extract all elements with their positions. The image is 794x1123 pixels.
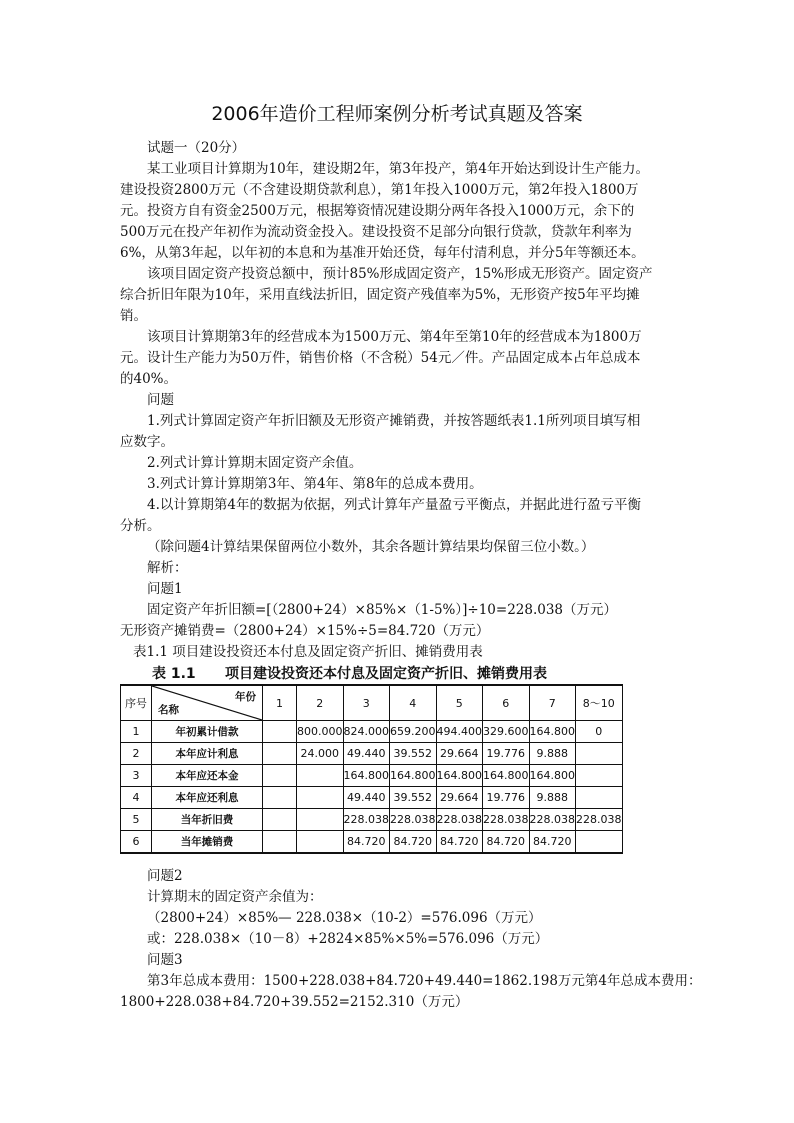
section-heading: 问题	[147, 392, 174, 408]
formula-line: 第3年总成本费用：1500+228.038+84.720+49.440=1862.198万元第4年总成本费用：	[147, 973, 702, 989]
repayment-table	[120, 684, 623, 854]
table-row	[121, 787, 623, 809]
cell: 19.776	[483, 787, 530, 809]
row-name: 本年应还利息	[152, 787, 263, 809]
row-name: 年初累计借款	[152, 721, 263, 743]
formula-line: 无形资产摊销费=（2800+24）×15%÷5=84.720（万元）	[120, 623, 490, 639]
body-text-line: 计算期末的固定资产余值为：	[147, 889, 323, 905]
cell: 329.600	[483, 721, 530, 743]
cell	[576, 787, 623, 809]
table-row	[121, 721, 623, 743]
row-no: 1	[121, 721, 152, 743]
row-name: 本年应计利息	[152, 743, 263, 765]
table-row	[121, 765, 623, 787]
cell	[263, 721, 297, 743]
cell: 84.720	[343, 831, 390, 854]
cell: 164.800	[529, 721, 576, 743]
row-no: 3	[121, 765, 152, 787]
table-row	[121, 809, 623, 831]
body-text-line: 建设投资2800万元（不含建设期贷款利息），第1年投入1000万元，第2年投入1800万	[120, 182, 639, 198]
cell: 164.800	[483, 765, 530, 787]
row-no: 4	[121, 787, 152, 809]
cell: 9.888	[529, 743, 576, 765]
year-header: 5	[436, 685, 483, 721]
body-text-line: 的40%。	[120, 371, 178, 387]
question-item: 2.列式计算计算期末固定资产余值。	[147, 455, 363, 471]
cell	[263, 831, 297, 854]
exam-question-heading: 试题一（20分）	[147, 140, 246, 156]
body-text-line: 元。设计生产能力为50万件，销售价格（不含税）54元／件。产品固定成本占年总成本	[120, 350, 641, 366]
header-name-label: 名称	[158, 704, 179, 716]
row-name: 当年摊销费	[152, 831, 263, 854]
year-header: 4	[390, 685, 437, 721]
cell: 0	[576, 721, 623, 743]
cell: 494.400	[436, 721, 483, 743]
body-text-line: 500万元在投产年初作为流动资金投入。建设投资不足部分向银行贷款，贷款年利率为	[120, 224, 632, 240]
table-caption-title: 项目建设投资还本付息及固定资产折旧、摊销费用表	[225, 666, 547, 682]
table-caption-number: 表 1.1	[152, 666, 196, 682]
year-header: 1	[263, 685, 297, 721]
cell	[297, 809, 344, 831]
row-no: 6	[121, 831, 152, 854]
question-item: 1.列式计算固定资产年折旧额及无形资产摊销费，并按答题纸表1.1所列项目填写相	[147, 413, 641, 429]
body-text-line: 该项目计算期第3年的经营成本为1500万元、第4年至第10年的经营成本为1800万	[147, 329, 642, 345]
cell: 49.440	[343, 787, 390, 809]
cell: 800.000	[297, 721, 344, 743]
year-header: 6	[483, 685, 530, 721]
header-diagonal-cell	[152, 685, 263, 721]
year-header: 8～10	[576, 685, 623, 721]
section-heading: 问题1	[147, 581, 183, 597]
formula-line: 或：228.038×（10－8）+2824×85%×5%=576.096（万元）	[147, 931, 549, 947]
question-item: 应数字。	[120, 434, 174, 450]
cell	[297, 765, 344, 787]
section-heading: 解析：	[147, 560, 188, 576]
formula-line: 1800+228.038+84.720+39.552=2152.310（万元）	[120, 994, 469, 1010]
cell: 39.552	[390, 743, 437, 765]
row-no: 2	[121, 743, 152, 765]
cell: 19.776	[483, 743, 530, 765]
cell: 29.664	[436, 787, 483, 809]
row-no: 5	[121, 809, 152, 831]
cell: 24.000	[297, 743, 344, 765]
cell: 164.800	[343, 765, 390, 787]
question-item: 4.以计算期第4年的数据为依据，列式计算年产量盈亏平衡点，并据此进行盈亏平衡	[147, 497, 641, 513]
cell: 228.038	[343, 809, 390, 831]
body-text-line: 6%，从第3年起，以年初的本息和为基准开始还贷，每年付清利息，并分5年等额还本。	[120, 245, 645, 261]
cell: 84.720	[436, 831, 483, 854]
cell: 228.038	[529, 809, 576, 831]
formula-line: （2800+24）×85%— 228.038×（10-2）=576.096（万元）	[147, 910, 542, 926]
row-name: 当年折旧费	[152, 809, 263, 831]
cell	[576, 743, 623, 765]
year-header: 3	[343, 685, 390, 721]
cell	[297, 831, 344, 854]
cell	[297, 787, 344, 809]
formula-line: 固定资产年折旧额=[（2800+24）×85%×（1-5%）]÷10=228.038（万元）	[147, 602, 618, 618]
cell	[263, 787, 297, 809]
year-header: 7	[529, 685, 576, 721]
rounding-note: （除问题4计算结果保留两位小数外，其余各题计算结果均保留三位小数。）	[147, 539, 595, 555]
body-text-line: 元。投资方自有资金2500万元，根据筹资情况建设期分两年各投入1000万元，余下的	[120, 203, 635, 219]
cell: 9.888	[529, 787, 576, 809]
row-name: 本年应还本金	[152, 765, 263, 787]
cell: 39.552	[390, 787, 437, 809]
cell: 49.440	[343, 743, 390, 765]
cell: 164.800	[390, 765, 437, 787]
table-header-row	[121, 685, 623, 721]
question-item: 3.列式计算计算期第3年、第4年、第8年的总成本费用。	[147, 476, 483, 492]
section-heading: 问题3	[147, 952, 183, 968]
document-title: 2006年造价工程师案例分析考试真题及答案	[211, 103, 583, 125]
cell: 84.720	[483, 831, 530, 854]
header-seq: 序号	[121, 685, 152, 721]
cell	[263, 809, 297, 831]
cell: 164.800	[529, 765, 576, 787]
body-text-line: 该项目固定资产投资总额中，预计85%形成固定资产，15%形成无形资产。固定资产	[147, 266, 653, 282]
cell	[576, 831, 623, 854]
cell: 824.000	[343, 721, 390, 743]
header-year-label: 年份	[235, 691, 256, 703]
cell: 228.038	[483, 809, 530, 831]
table-row	[121, 831, 623, 854]
cell: 228.038	[390, 809, 437, 831]
cell: 29.664	[436, 743, 483, 765]
question-item: 分析。	[120, 518, 161, 534]
cell: 659.200	[390, 721, 437, 743]
cell: 228.038	[436, 809, 483, 831]
body-text-line: 综合折旧年限为10年，采用直线法折旧，固定资产残值率为5%，无形资产按5年平均摊	[120, 287, 640, 303]
table-reference: 表1.1 项目建设投资还本付息及固定资产折旧、摊销费用表	[133, 644, 483, 660]
year-header: 2	[297, 685, 344, 721]
cell: 228.038	[576, 809, 623, 831]
cell: 84.720	[390, 831, 437, 854]
cell: 164.800	[436, 765, 483, 787]
section-heading: 问题2	[147, 868, 183, 884]
body-text-line: 某工业项目计算期为10年，建设期2年，第3年投产，第4年开始达到设计生产能力。	[147, 161, 649, 177]
body-text-line: 销。	[120, 308, 147, 324]
cell: 84.720	[529, 831, 576, 854]
cell	[576, 765, 623, 787]
cell	[263, 743, 297, 765]
cell	[263, 765, 297, 787]
table-row	[121, 743, 623, 765]
